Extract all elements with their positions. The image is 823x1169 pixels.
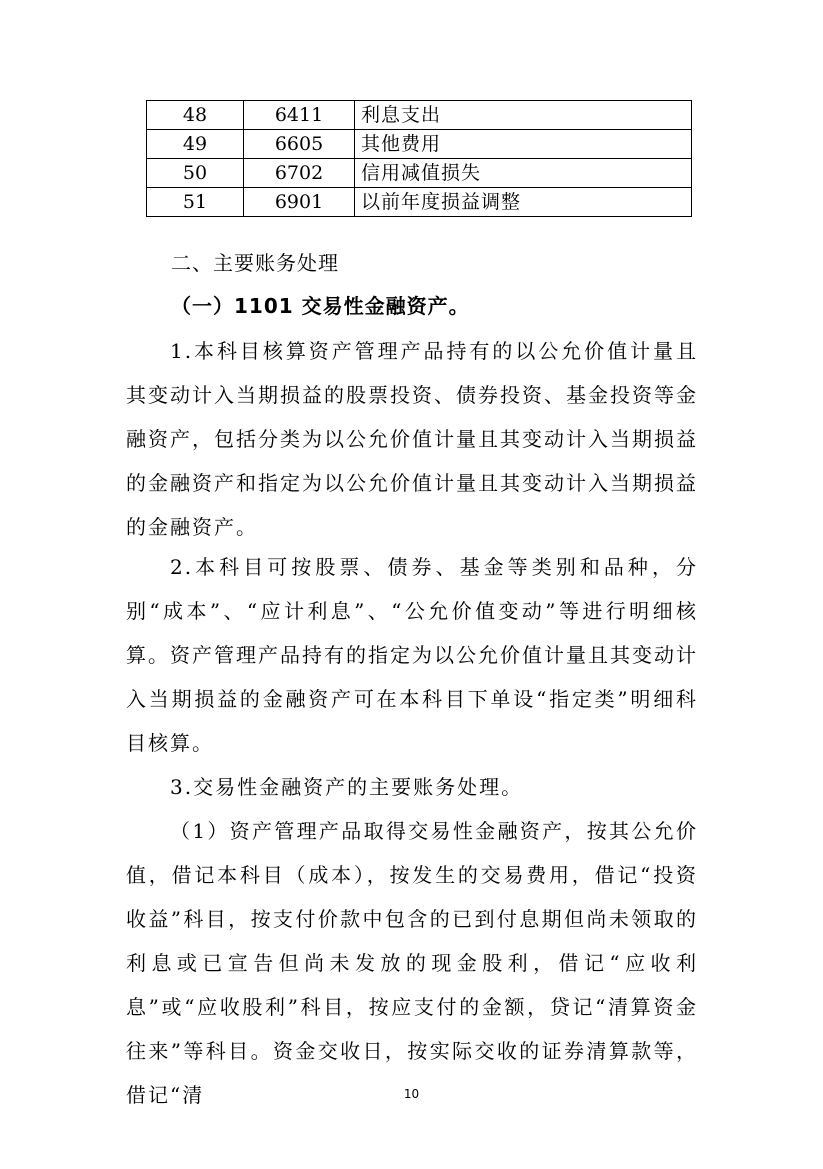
section-heading: 二、主要账务处理	[171, 251, 339, 275]
table-row	[147, 130, 692, 159]
row-seq: 51	[147, 188, 244, 217]
paragraph-1: 1.本科目核算资产管理产品持有的以公允价值计量且其变动计入当期损益的股票投资、债券投资、基金投资等金融资产，包括分类为以公允价值计量且其变动计入当期损益的金融资产和指定为以公允价值计量且其变动计入当期损益的金融资产。	[126, 339, 698, 539]
table-row	[147, 159, 692, 188]
row-seq: 50	[147, 159, 244, 188]
row-code: 6605	[244, 130, 355, 159]
paragraph-3: 3.交易性金融资产的主要账务处理。	[170, 775, 524, 799]
paragraph-2: 2.本科目可按股票、债券、基金等类别和品种，分别“成本”、“应计利息”、“公允价值变动”等进行明细核算。资产管理产品持有的指定为以公允价值计量且其变动计入当期损益的金融资产可在本科目下单设“指定类”明细科目核算。	[126, 555, 698, 755]
page-number: 10	[403, 1087, 420, 1101]
row-code: 6411	[244, 101, 355, 130]
row-code: 6901	[244, 188, 355, 217]
accounts-table	[146, 100, 692, 217]
row-name: 以前年度损益调整	[355, 188, 692, 217]
row-name: 利息支出	[355, 101, 692, 130]
row-name: 其他费用	[355, 130, 692, 159]
row-seq: 48	[147, 101, 244, 130]
section-subheading: （一）1101 交易性金融资产。	[171, 294, 470, 318]
row-name: 信用减值损失	[355, 159, 692, 188]
row-code: 6702	[244, 159, 355, 188]
table-row	[147, 188, 692, 217]
row-seq: 49	[147, 130, 244, 159]
table-row	[147, 101, 692, 130]
paragraph-4: （1）资产管理产品取得交易性金融资产，按其公允价值，借记本科目（成本），按发生的交易费用，借记“投资收益”科目，按支付价款中包含的已到付息期但尚未领取的利息或已宣告但尚未发放的现金股利，借记“应收利息”或“应收股利”科目，按应支付的金额，贷记“清算资金往来”等科目。资金交收日，按实际交收的证券清算款等，借记“清	[126, 819, 698, 1107]
